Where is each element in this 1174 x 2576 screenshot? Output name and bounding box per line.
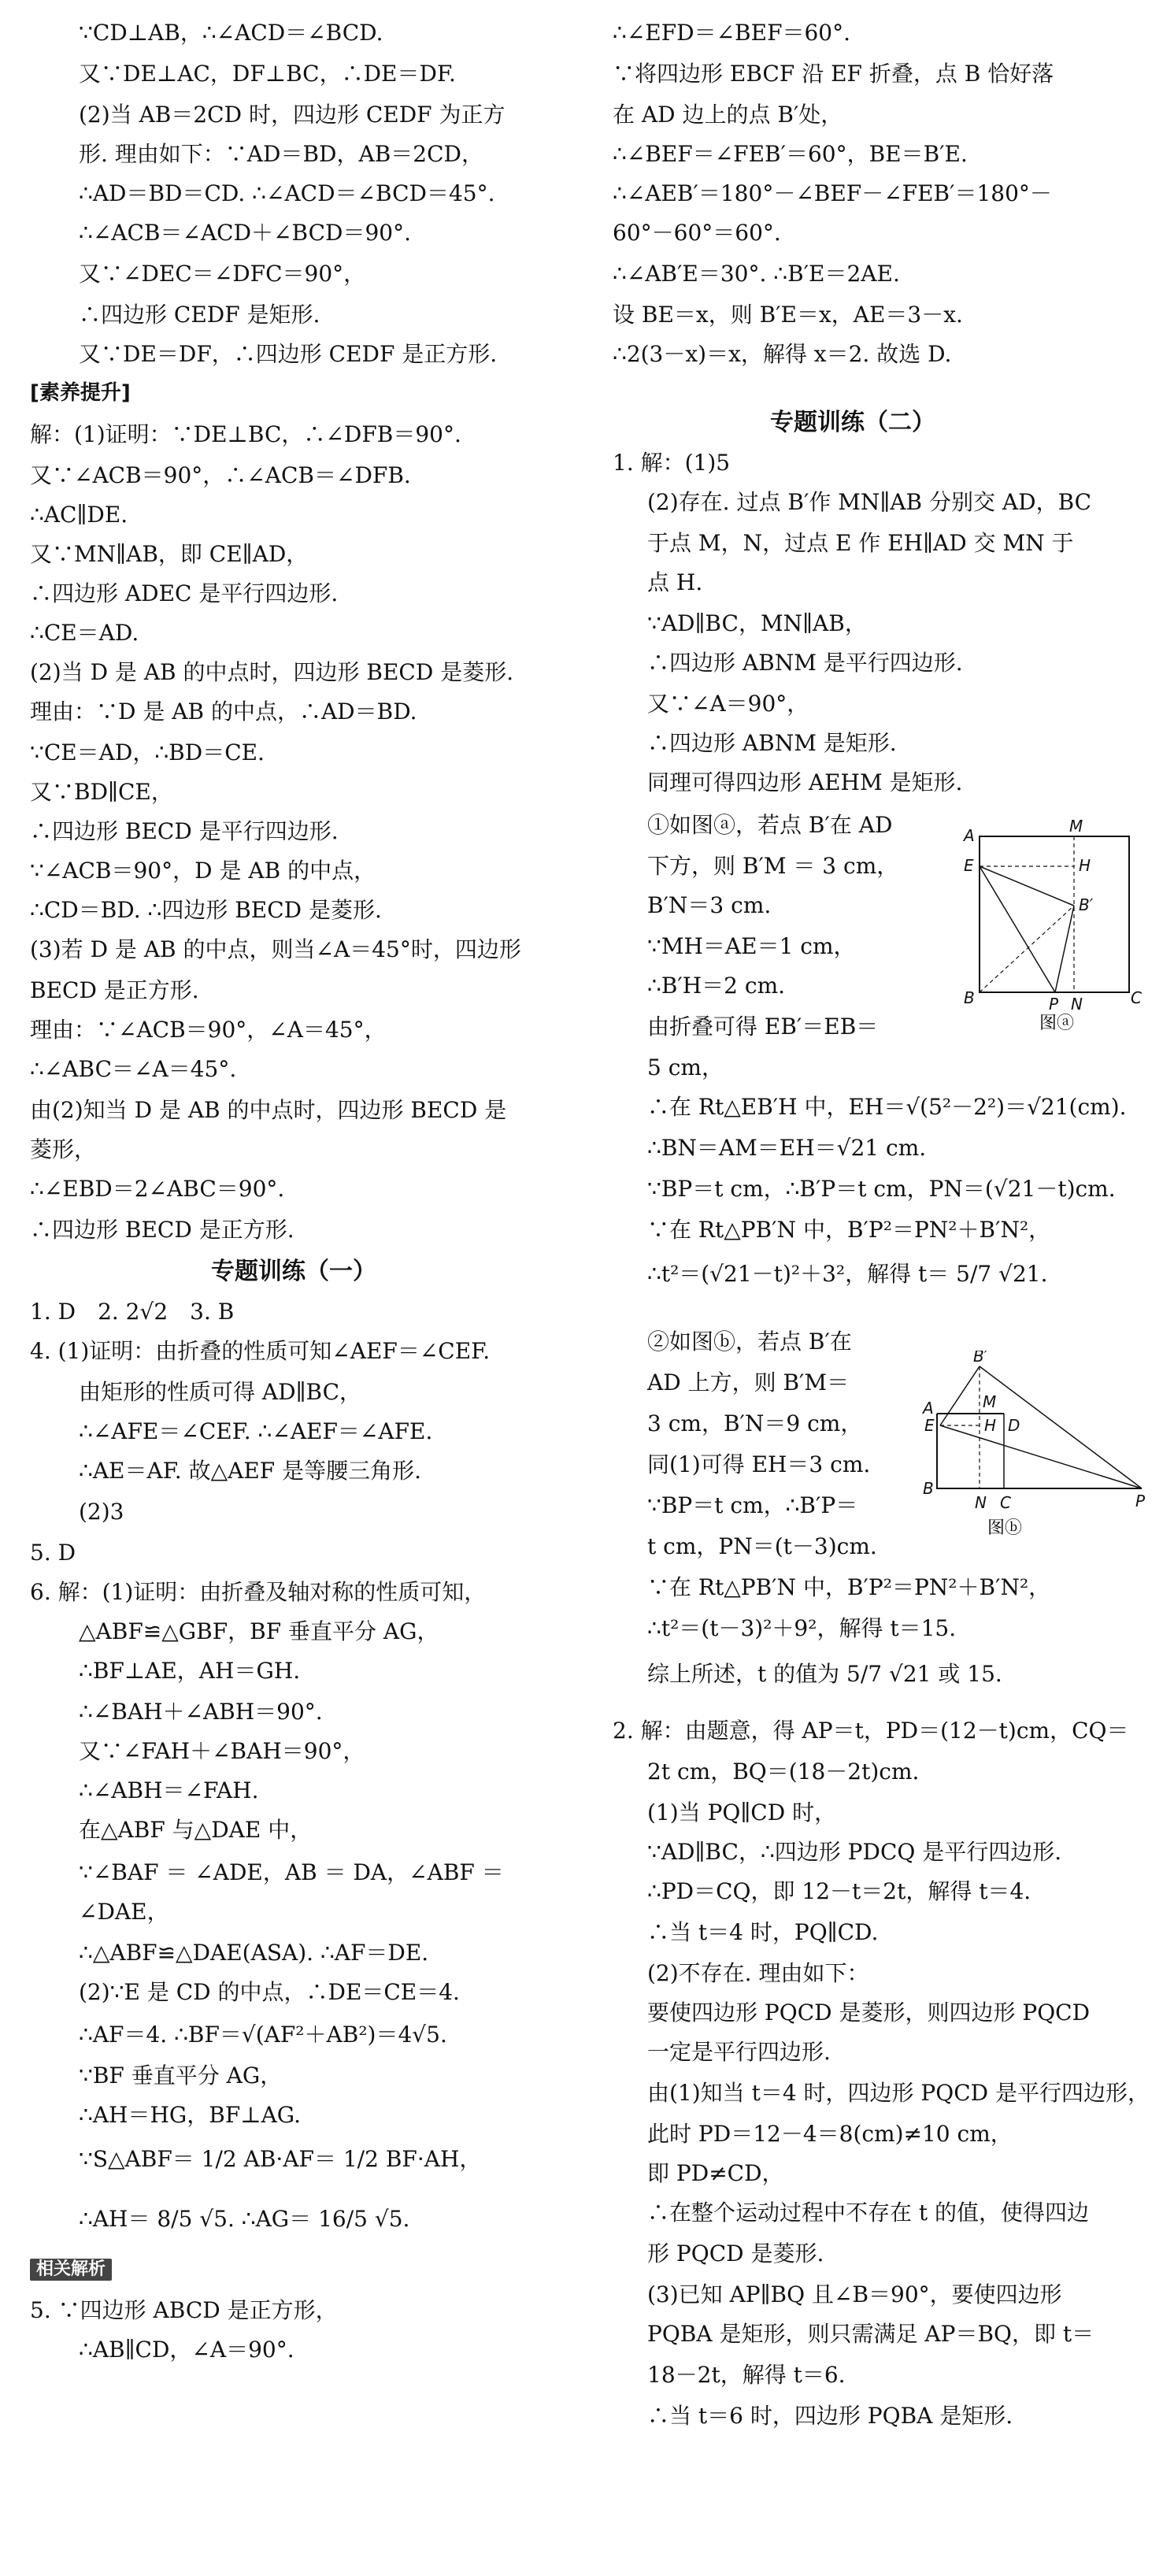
- figure-a-label-m: M: [1069, 819, 1083, 836]
- right-line: 综上所述，t 的值为 5/7 √21 或 15.: [647, 1661, 1002, 1687]
- right-line: PQBA 是矩形，则只需满足 AP＝BQ，即 t＝: [647, 2321, 1094, 2347]
- right-line: 3 cm，B′N＝9 cm，: [647, 1410, 863, 1436]
- right-line: ∵在 Rt△PB′N 中，B′P²＝PN²＋B′N²，: [647, 1217, 1051, 1243]
- left-line: 5. D: [30, 1540, 76, 1566]
- right-line: ∴PD＝CQ，即 12－t＝2t，解得 t＝4.: [647, 1878, 1031, 1904]
- left-line: 由(2)知当 D 是 AB 的中点时，四边形 BECD 是: [30, 1097, 507, 1123]
- left-line: 又∵∠FAH＋∠BAH＝90°，: [79, 1738, 365, 1764]
- right-line: AD 上方，则 B′M＝: [647, 1370, 850, 1395]
- figure-b-label-bprime: B′: [973, 1351, 988, 1366]
- right-line: 又∵∠A＝90°，: [647, 691, 809, 717]
- left-line: 由矩形的性质可得 AD∥BC，: [79, 1379, 362, 1405]
- left-line: ∴∠ACB＝∠ACD＋∠BCD＝90°.: [79, 220, 412, 246]
- figure-a-label-h: H: [1079, 856, 1091, 875]
- figure-b-caption: 图ⓑ: [987, 1518, 1023, 1538]
- right-line: 5 cm，: [647, 1054, 724, 1080]
- right-line: 于点 M，N，过点 E 作 EH∥AD 交 MN 于: [647, 530, 1074, 556]
- right-line: 要使四边形 PQCD 是菱形，则四边形 PQCD: [647, 2000, 1091, 2026]
- right-line: ∴四边形 ABNM 是平行四边形.: [647, 650, 963, 676]
- right-line: ∴∠BEF＝∠FEB′＝60°，BE＝B′E.: [613, 141, 968, 167]
- left-line: 5. ∵四边形 ABCD 是正方形，: [30, 2297, 338, 2323]
- left-line: ∴BF⊥AE，AH＝GH.: [79, 1658, 301, 1684]
- left-line: ∠DAE，: [79, 1899, 169, 1925]
- right-line: ∴t²＝(t－3)²＋9²，解得 t＝15.: [647, 1615, 957, 1641]
- left-line: ∴AD＝BD＝CD. ∴∠ACD＝∠BCD＝45°.: [79, 180, 495, 206]
- right-line: (2)不存在. 理由如下：: [647, 1960, 869, 1986]
- right-line: 即 PD≠CD，: [647, 2160, 784, 2186]
- figure-b-label-d: D: [1008, 1416, 1020, 1435]
- right-line: ∴B′H＝2 cm.: [647, 973, 786, 999]
- figure-b-label-c: C: [1000, 1493, 1011, 1512]
- right-line: 同(1)可得 EH＝3 cm.: [647, 1451, 871, 1477]
- section-label: [素养提升]: [30, 381, 131, 405]
- left-line: (2)当 AB＝2CD 时，四边形 CEDF 为正方: [79, 102, 506, 128]
- section-heading: 专题训练（一）: [211, 1258, 376, 1285]
- right-line: ∴在 Rt△EB′H 中，EH＝√(5²－2²)＝√21(cm).: [647, 1094, 1127, 1120]
- right-line: (1)当 PQ∥CD 时，: [647, 1799, 837, 1825]
- left-line: (2)当 D 是 AB 的中点时，四边形 BECD 是菱形.: [30, 659, 514, 685]
- right-line: ∵BP＝t cm，∴B′P＝: [647, 1492, 858, 1518]
- left-line: (2)3: [79, 1499, 124, 1525]
- left-line: 又∵BD∥CE，: [30, 779, 173, 805]
- left-line: ∴∠ABC＝∠A＝45°.: [30, 1056, 237, 1082]
- left-line: 1. D 2. 2√2 3. B: [30, 1299, 235, 1325]
- left-line: BECD 是正方形.: [30, 977, 199, 1003]
- right-line: 点 H.: [647, 569, 703, 595]
- right-line: 由折叠可得 EB′＝EB＝: [647, 1014, 879, 1040]
- right-line: 1. 解：(1)5: [613, 450, 731, 476]
- right-line: 60°－60°＝60°.: [613, 220, 781, 246]
- section-heading: 专题训练（二）: [770, 409, 935, 436]
- left-line: ∴AH＝ 8/5 √5. ∴AG＝ 16/5 √5.: [79, 2206, 410, 2232]
- right-line: ∵将四边形 EBCF 沿 EF 折叠，点 B 恰好落: [613, 61, 1054, 87]
- left-line: 理由：∵D 是 AB 的中点，∴AD＝BD.: [30, 699, 417, 725]
- right-line: ∴∠EFD＝∠BEF＝60°.: [613, 20, 851, 46]
- right-line: ∴四边形 ABNM 是矩形.: [647, 730, 897, 756]
- left-line: ∵CE＝AD，∴BD＝CE.: [30, 739, 265, 765]
- figure-a-label-e: E: [964, 856, 974, 875]
- figure-a-label-b: B: [964, 988, 975, 1007]
- left-line: ∴∠ABH＝∠FAH.: [79, 1777, 259, 1803]
- left-line: ∵CD⊥AB，∴∠ACD＝∠BCD.: [79, 20, 383, 46]
- left-line: ∴∠EBD＝2∠ABC＝90°.: [30, 1176, 285, 1202]
- left-line: ∴AB∥CD，∠A＝90°.: [79, 2337, 294, 2363]
- figure-a-diagram: [953, 819, 1142, 1032]
- right-line: 由(1)知当 t＝4 时，四边形 PQCD 是平行四边形，: [647, 2080, 1150, 2106]
- right-line: 一定是平行四边形.: [647, 2039, 831, 2065]
- left-line: △ABF≌△GBF，BF 垂直平分 AG，: [79, 1618, 439, 1644]
- related-analysis-tag: 相关解析: [30, 2259, 112, 2281]
- left-line: ∴四边形 ADEC 是平行四边形.: [30, 580, 339, 606]
- right-line: 2. 解：由题意，得 AP＝t，PD＝(12－t)cm，CQ＝: [613, 1718, 1129, 1744]
- right-line: ∴∠AB′E＝30°. ∴B′E＝2AE.: [613, 261, 900, 287]
- right-line: 设 BE＝x，则 B′E＝x，AE＝3－x.: [613, 302, 963, 328]
- left-line: ∴AC∥DE.: [30, 502, 128, 528]
- figure-b-label-p: P: [1135, 1492, 1146, 1510]
- right-line: ∵AD∥BC，∴四边形 PDCQ 是平行四边形.: [647, 1839, 1062, 1865]
- right-line: ∴∠AEB′＝180°－∠BEF－∠FEB′＝180°－: [613, 180, 1052, 206]
- figure-b-label-n: N: [975, 1493, 987, 1512]
- left-line: ∴AH＝HG，BF⊥AG.: [79, 2102, 302, 2128]
- left-line: ∴AE＝AF. 故△AEF 是等腰三角形.: [79, 1458, 421, 1484]
- right-line: ∴BN＝AM＝EH＝√21 cm.: [647, 1135, 927, 1161]
- right-line: 形 PQCD 是菱形.: [647, 2241, 824, 2267]
- left-line: ∴CE＝AD.: [30, 620, 139, 646]
- right-line: B′N＝3 cm.: [647, 892, 772, 918]
- right-line: ①如图ⓐ，若点 B′在 AD: [647, 812, 893, 838]
- right-line: 此时 PD＝12－4＝8(cm)≠10 cm，: [647, 2121, 1013, 2147]
- right-line: 在 AD 边上的点 B′处，: [613, 102, 843, 128]
- figure-a-caption: 图ⓐ: [1039, 1014, 1075, 1032]
- figure-a-label-p: P: [1049, 995, 1059, 1014]
- figure-b-label-b: B: [923, 1479, 934, 1498]
- right-line: ∴t²＝(√21－t)²＋3²，解得 t＝ 5/7 √21.: [647, 1261, 1048, 1287]
- right-line: ∴当 t＝6 时，四边形 PQBA 是矩形.: [647, 2403, 1013, 2429]
- left-line: 理由：∵∠ACB＝90°，∠A＝45°，: [30, 1017, 387, 1043]
- right-line: ∵在 Rt△PB′N 中，B′P²＝PN²＋B′N²，: [647, 1574, 1051, 1600]
- right-line: ∴在整个运动过程中不存在 t 的值，使得四边: [647, 2200, 1090, 2226]
- left-line: 菱形，: [30, 1136, 97, 1162]
- left-line: ∴△ABF≌△DAE(ASA). ∴AF＝DE.: [79, 1940, 429, 1966]
- left-line: 又∵∠ACB＝90°，∴∠ACB＝∠DFB.: [30, 462, 411, 488]
- left-line: 4. (1)证明：由折叠的性质可知∠AEF＝∠CEF.: [30, 1338, 491, 1364]
- figure-a-label-bprime: B′: [1079, 895, 1094, 914]
- left-line: ∵S△ABF＝ 1/2 AB·AF＝ 1/2 BF·AH，: [79, 2146, 482, 2172]
- left-line: (2)∵E 是 CD 的中点，∴DE＝CE＝4.: [79, 1979, 460, 2005]
- right-line: ②如图ⓑ，若点 B′在: [647, 1329, 852, 1355]
- left-line: 解：(1)证明：∵DE⊥BC，∴∠DFB＝90°.: [30, 421, 461, 447]
- left-line: ∴四边形 BECD 是平行四边形.: [30, 818, 339, 844]
- right-line: 18－2t，解得 t＝6.: [647, 2362, 846, 2388]
- right-line: ∵MH＝AE＝1 cm，: [647, 933, 856, 959]
- right-line: (3)已知 AP∥BQ 且∠B＝90°，要使四边形: [647, 2281, 1062, 2307]
- left-line: ∴AF＝4. ∴BF＝√(AF²＋AB²)＝4√5.: [79, 2022, 447, 2048]
- left-line: ∴∠AFE＝∠CEF. ∴∠AEF＝∠AFE.: [79, 1418, 433, 1444]
- figure-a-label-a: A: [964, 826, 975, 845]
- figure-b-diagram: [921, 1351, 1150, 1540]
- figure-a: [953, 819, 1142, 1032]
- left-line: 6. 解：(1)证明：由折叠及轴对称的性质可知，: [30, 1579, 487, 1605]
- right-line: 同理可得四边形 AEHM 是矩形.: [647, 769, 963, 795]
- figure-b-label-m: M: [983, 1392, 997, 1411]
- right-line: ∵BP＝t cm，∴B′P＝t cm，PN＝(√21－t)cm.: [647, 1176, 1116, 1202]
- left-line: 在△ABF 与△DAE 中，: [79, 1817, 313, 1843]
- figure-a-label-n: N: [1071, 995, 1083, 1014]
- left-line: ∴CD＝BD. ∴四边形 BECD 是菱形.: [30, 897, 382, 923]
- left-line: 又∵DE⊥AC，DF⊥BC，∴DE＝DF.: [79, 61, 456, 87]
- right-line: 2t cm，BQ＝(18－2t)cm.: [647, 1759, 920, 1785]
- right-line: (2)存在. 过点 B′作 MN∥AB 分别交 AD，BC: [647, 489, 1092, 515]
- left-line: ∵BF 垂直平分 AG，: [79, 2063, 283, 2089]
- figure-a-label-c: C: [1131, 988, 1142, 1007]
- right-line: 下方，则 B′M ＝ 3 cm，: [647, 853, 899, 879]
- left-line: ∴∠BAH＋∠ABH＝90°.: [79, 1699, 323, 1725]
- figure-b: [921, 1351, 1150, 1540]
- figure-b-label-e: E: [924, 1416, 935, 1435]
- figure-b-label-a: A: [923, 1399, 934, 1418]
- left-line: ∴四边形 BECD 是正方形.: [30, 1217, 294, 1243]
- right-line: ∵AD∥BC，MN∥AB，: [647, 610, 867, 636]
- left-line: (3)若 D 是 AB 的中点，则当∠A＝45°时，四边形: [30, 936, 521, 962]
- right-line: ∴2(3－x)＝x，解得 x＝2. 故选 D.: [613, 341, 952, 367]
- left-line: 形. 理由如下：∵AD＝BD，AB＝2CD，: [79, 141, 483, 167]
- right-line: ∴当 t＝4 时，PQ∥CD.: [647, 1919, 879, 1945]
- left-line: ∴四边形 CEDF 是矩形.: [79, 302, 320, 328]
- left-line: ∵∠BAF ＝ ∠ADE，AB ＝ DA，∠ABF ＝: [79, 1859, 504, 1885]
- right-line: t cm，PN＝(t－3)cm.: [647, 1533, 877, 1559]
- left-line: 又∵DE＝DF，∴四边形 CEDF 是正方形.: [79, 341, 498, 367]
- left-line: ∵∠ACB＝90°，D 是 AB 的中点，: [30, 858, 376, 884]
- left-line: 又∵∠DEC＝∠DFC＝90°，: [79, 261, 366, 287]
- left-line: 又∵MN∥AB，即 CE∥AD，: [30, 541, 309, 567]
- figure-b-label-h: H: [984, 1416, 997, 1435]
